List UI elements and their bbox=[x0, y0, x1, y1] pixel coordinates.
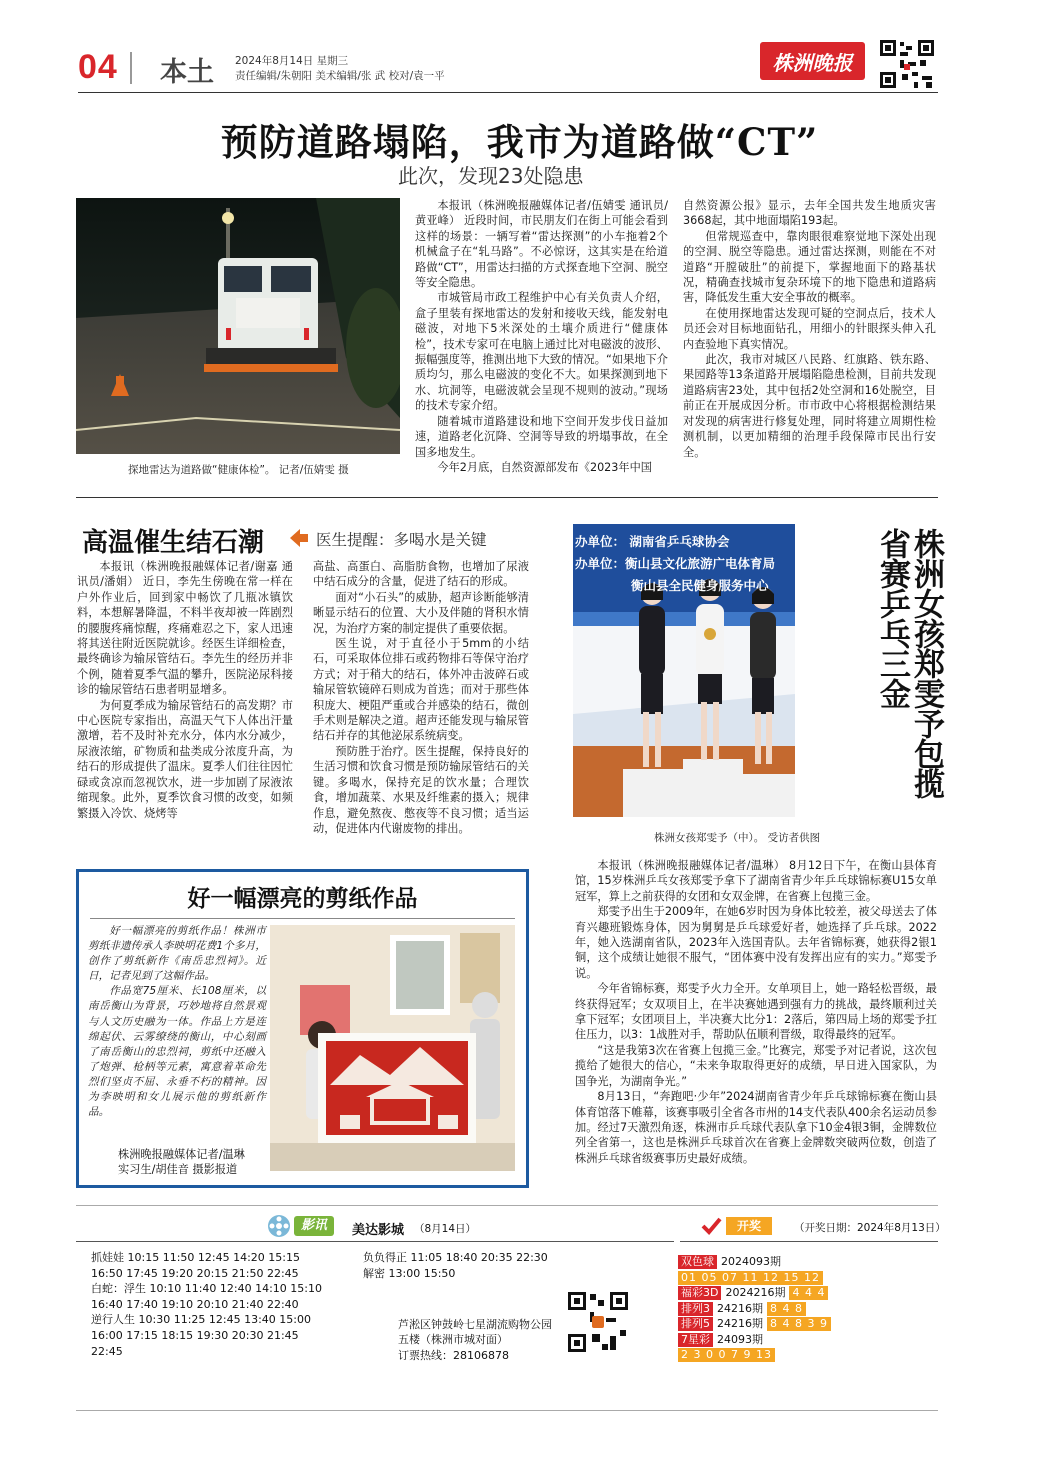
lead-col1-p3: 随着城市道路建设和地下空间开发步伐日益加速，道路老化沉降、空洞等导致的坍塌事故，在全国多地发生。 bbox=[415, 414, 668, 459]
date-line: 2024年8月14日 星期三 bbox=[235, 55, 349, 67]
lead-column-1 bbox=[415, 198, 668, 475]
cinema-left-row: 16:50 17:45 19:20 20:15 21:50 22:45 bbox=[91, 1266, 299, 1280]
lead-headline: 预防道路塌陷，我市为道路做“CT” bbox=[220, 120, 819, 164]
lottery-game-tag: 排列3 bbox=[678, 1302, 713, 1316]
lottery-row bbox=[678, 1347, 878, 1363]
section-name: 本土 bbox=[160, 57, 214, 88]
papercut-credit-1: 株洲晚报融媒体记者/温琳 bbox=[118, 1148, 245, 1161]
cinema-right-listing bbox=[363, 1250, 593, 1281]
papercut-headline: 好一幅漂亮的剪纸作品 bbox=[187, 885, 418, 912]
cinema-date: （8月14日） bbox=[414, 1223, 477, 1235]
pingpong-body bbox=[575, 858, 937, 1166]
page-bottom-rule bbox=[76, 1410, 938, 1411]
lottery-label: 开奖 bbox=[726, 1217, 772, 1235]
lottery-numbers: 4 4 4 bbox=[789, 1286, 828, 1300]
header-rule bbox=[78, 92, 938, 93]
lead-col2-p4: 此次，我市对城区八民路、红旗路、铁东路、果园路等13条道路开展塌陷隐患检测，目前共发现道路病害23处，其中包括2处空洞和16处脱空，目前正在开展成因分析。市市政中心将根据检测结果对发现的病害进行修复处理，同时将建立周期性检测机制，以更加精细的治理手段保障市民出行安全。 bbox=[683, 353, 936, 459]
cinema-left-row: 逆行人生 10:30 11:25 12:45 13:40 15:00 bbox=[91, 1313, 311, 1327]
qr-code-icon bbox=[878, 38, 936, 90]
papercut-credit-2: 实习生/胡佳音 摄影报道 bbox=[118, 1163, 238, 1176]
lead-col1-p2: 市城管局市政工程维护中心有关负责人介绍，盒子里装有探地雷达的发射和接收天线，能发射电磁波，对地下5米深处的土壤介质进行“健康体检”，技术专家可在电脑上通过比对电磁波的波形、振幅强度等，推测出地下大致的情况。“如果地下介质均匀，那么电磁波的变化不大。如果探测到地下水、坑洞等，电磁波就会呈现不规则的波动。”现场的技术专家介绍。 bbox=[415, 291, 668, 413]
cinema-name: 美达影城 bbox=[352, 1223, 405, 1238]
papercut-p2: 作品宽75厘米、长108厘米，以南岳衡山为背景，巧妙地将自然景观与人文历史融为一体。作品上方是连绵起伏、云雾缭绕的衡山，中心刻画了南岳衡山的忠烈祠，剪纸中还融入了炮弹、枪柄等元素，寓意着革命先烈们坚贞不屈、永垂不朽的精神。因为李映明和女儿展示他的剪纸新作品。 bbox=[88, 985, 266, 1119]
cinema-left-row: 22:45 bbox=[91, 1344, 123, 1358]
lottery-issue: 24093期 bbox=[717, 1332, 763, 1346]
stones-col2-p4: 预防胜于治疗。医生提醒，保持良好的生活习惯和饮食习惯是预防输尿管结石的关键。多喝水，保持充足的饮水量；合理饮食，增加蔬菜、水果及纤维素的摄入；规律作息，避免熬夜、憋夜等不良习惯；适当运动，促进体内代谢废物的排出。 bbox=[313, 744, 529, 835]
lottery-issue: 2024093期 bbox=[721, 1255, 781, 1268]
stones-col2-p3: 医生说，对于直径小于5mm的小结石，可采取体位排石或药物排石等保守治疗方式；对于稍大的结石，体外冲击波碎石或输尿管软镜碎石则成为首选；而对于那些体积庞大、梗阻严重或合并感染的结石，微创手术则是解决之道。超声还能发现与输尿管结石并存的其他泌尿系统病变。 bbox=[313, 637, 529, 743]
lottery-check-icon bbox=[700, 1215, 722, 1237]
cinema-left-row: 16:40 17:40 19:10 20:10 21:40 22:40 bbox=[91, 1297, 299, 1311]
cinema-right-row: 负负得正 11:05 18:40 20:35 22:30 bbox=[363, 1251, 548, 1264]
banner-line-3: 衡山县全民健身服务中心 bbox=[631, 578, 769, 593]
pingpong-p5: 8月13日，“奔跑吧·少年”2024湖南省青少年乒乓球锦标赛在衡山县体育馆落下帷幕，该赛事吸引全省各市州的14支代表队400余名运动员参加。经过7天激烈角逐，株洲市乒乓球代表队拿下10金4银3铜，金牌数位列全省第一，这也是株洲乒乓球首次在省赛上金牌数突破两位数，创造了株洲乒乓球省级赛事历史最好成绩。 bbox=[575, 1090, 937, 1165]
lead-col2-p3: 在使用探地雷达发现可疑的空洞点后，技术人员还会对目标地面钻孔，用细小的针眼探头伸入孔内查验地下真实情况。 bbox=[683, 306, 936, 351]
pingpong-p1: 本报讯（株洲晚报融媒体记者/温琳） 8月12日下午，在衡山县体育馆，15岁株洲乒乓女孩郑雯予拿下了湖南省青少年乒乓球锦标赛U15女单冠军，算上之前获得的女团和女双金牌，在省赛上包揽三金。 bbox=[575, 859, 937, 903]
section-rule-1 bbox=[76, 497, 938, 498]
lead-col2-p2: 但常规巡查中，靠肉眼很难察觉地下深处出现的空洞、脱空等隐患。通过雷达探测，则能在不对道路“开膛破肚”的前提下，掌握地面下的路基状况，精确查找城市复杂环境下的地下隐患和道路病害，降低发生重大安全事故的概率。 bbox=[683, 229, 936, 305]
lottery-game-tag: 双色球 bbox=[678, 1255, 717, 1269]
lottery-row bbox=[678, 1332, 878, 1348]
radar-photo-caption: 探地雷达为道路做“健康体检”。 记者/伍婧雯 摄 bbox=[128, 464, 349, 476]
stones-column-2 bbox=[313, 559, 529, 836]
stones-col2-p1: 高盐、高蛋白、高脂肪食物，也增加了尿液中结石成分的含量，促进了结石的形成。 bbox=[313, 560, 529, 589]
lottery-game-tag: 7星彩 bbox=[678, 1333, 713, 1347]
lead-column-2 bbox=[683, 198, 936, 460]
lottery-numbers: 2 3 0 0 7 9 13 bbox=[678, 1348, 775, 1362]
stones-col1-p1: 本报讯（株洲晚报融媒体记者/谢嘉 通讯员/潘娟） 近日，李先生傍晚在常一样在户外作业后，回到家中畅饮了几瓶冰镇饮料，本想解暑降温，不料半夜却被一阵剧烈的腰腹疼痛惊醒，疼痛难忍之下，家人迅速将其送往附近医院就诊。经医生详细检查，最终确诊为输尿管结石。李先生的经历并非个例，随着夏季气温的攀升，医院泌尿科接诊的输尿管结石患者明显增多。 bbox=[77, 560, 293, 697]
lottery-issue: 2024216期 bbox=[725, 1286, 786, 1299]
lead-col1-p1: 本报讯（株洲晚报融媒体记者/伍婧雯 通讯员/黄亚峰） 近段时间，市民朋友们在街上可能会看到这样的场景：一辆写着“雷达探测”的小车拖着2个机械盒子在“轧马路”。不必惊讶，这其实是在给道路做“CT”，用雷达扫描的方式探查地下空洞、脱空等安全隐患。 bbox=[415, 199, 668, 290]
newspaper-logo: 株洲晚报 bbox=[760, 42, 865, 80]
lottery-numbers: 8 4 8 bbox=[767, 1302, 806, 1316]
stones-col2-p2: 面对“小石头”的威胁，超声诊断能够清晰显示结石的位置、大小及伴随的肾积水情况，为治疗方案的制定提供了重要依据。 bbox=[313, 590, 529, 635]
pingpong-headline: 株洲女孩郑雯予包揽省赛乒乓三金 bbox=[874, 528, 944, 798]
cinema-address-1: 芦淞区钟鼓岭七星湖流购物公园 bbox=[398, 1318, 552, 1331]
lottery-numbers: 8 4 8 3 9 bbox=[767, 1317, 831, 1331]
cinema-phone: 订票热线：28106878 bbox=[398, 1349, 509, 1362]
cinema-rule bbox=[76, 1241, 674, 1242]
cinema-right-row: 解密 13:00 15:50 bbox=[363, 1266, 456, 1280]
podium-photo-caption: 株洲女孩郑雯予（中）。 受访者供图 bbox=[654, 832, 821, 844]
lead-col2-p1: 自然资源公报》显示，去年全国共发生地质灾害3668起，其中地面塌陷193起。 bbox=[683, 199, 936, 228]
lottery-issue: 24216期 bbox=[717, 1301, 763, 1315]
lottery-date: （开奖日期：2024年8月13日） bbox=[794, 1222, 946, 1234]
papercut-body bbox=[88, 924, 266, 1120]
pingpong-p2: 郑雯予出生于2009年，在她6岁时因为身体比较差，被父母送去了体育兴趣班锻炼身体，因为舅舅是乒乓球爱好者，她选择了乒乓球。2022年，她入选湖南省队，2023年入选国青队。去年省锦标赛，她获得2银1铜，这个成绩让她很不服气，“团体赛中没有发挥出应有的实力。”郑雯予说。 bbox=[575, 905, 937, 980]
lottery-row bbox=[678, 1270, 878, 1286]
lottery-row bbox=[678, 1285, 878, 1301]
lottery-row bbox=[678, 1301, 878, 1317]
pingpong-p3: 今年省锦标赛，郑雯予火力全开。女单项目上，她一路轻松晋级，最终获得冠军；女双项目上，在半决赛她遇到强有力的挑战，最终顺利过关拿下冠军；女团项目上，半决赛大比分1：2落后，第四局上场的郑雯予扛住压力，以3：1战胜对手，帮助队伍顺利晋级，取得最终的冠军。 bbox=[575, 982, 937, 1042]
banner-line-1: 办单位： 湖南省乒乓球协会 bbox=[575, 534, 730, 549]
cinema-left-listing bbox=[91, 1250, 357, 1359]
lottery-game-tag: 排列5 bbox=[678, 1317, 713, 1331]
lead-subheadline: 此次，发现23处隐患 bbox=[398, 164, 584, 188]
lottery-rule bbox=[680, 1241, 938, 1242]
header-divider bbox=[130, 52, 132, 84]
arrow-icon bbox=[288, 527, 310, 549]
stones-col1-p2: 为何夏季成为输尿管结石的高发期？市中心医院专家指出，高温天气下人体出汗量激增，若不及时补充水分，体内水分减少，尿液浓缩，矿物质和盐类成分浓度升高，为结石的形成提供了温床。夏季人们往往因忙碌或贪凉而忽视饮水，进一步加剧了尿液浓缩现象。此外，夏季饮食习惯的改变，如频繁摄入冷饮、烧烤等 bbox=[77, 698, 293, 820]
stones-subheadline: 医生提醒：多喝水是关键 bbox=[316, 531, 487, 549]
lottery-game-tag: 福彩3D bbox=[678, 1286, 721, 1300]
papercut-photo bbox=[270, 925, 515, 1171]
papercut-p1: 好一幅漂亮的剪纸作品！株洲市剪纸非遗传承人李映明花费1个多月，创作了剪纸新作《南岳忠烈祠》。近日，记者见到了这幅作品。 bbox=[88, 925, 266, 983]
cinema-left-row: 白蛇：浮生 10:10 11:40 12:40 14:10 15:10 bbox=[91, 1282, 322, 1296]
stones-column-1 bbox=[77, 559, 293, 821]
stones-headline: 高温催生结石潮 bbox=[82, 528, 265, 558]
cinema-left-row: 16:00 17:15 18:15 19:30 20:30 21:45 bbox=[91, 1328, 299, 1342]
banner-line-2: 办单位：衡山县文化旅游广电体育局 bbox=[575, 556, 776, 571]
editors-line: 责任编辑/朱朝阳 美术编辑/张 武 校对/袁一平 bbox=[235, 70, 445, 82]
cinema-qr-icon bbox=[566, 1290, 630, 1354]
lead-col1-p4: 今年2月底，自然资源部发布《2023年中国 bbox=[437, 460, 652, 474]
radar-truck-photo bbox=[76, 198, 400, 454]
section-rule-bottom bbox=[76, 1205, 938, 1206]
cinema-badge: 影讯 bbox=[294, 1216, 334, 1236]
podium-photo bbox=[573, 524, 795, 817]
pingpong-p4: “这是我第3次在省赛上包揽三金。”比赛完，郑雯予对记者说，这次包揽给了她很大的信心，“未来争取取得更好的成绩，早日进入国家队，为国争光，为湖南争光。” bbox=[575, 1043, 937, 1088]
lottery-row bbox=[678, 1254, 878, 1270]
papercut-title-rule bbox=[90, 918, 515, 919]
cinema-address-2: 五楼（株洲市城对面） bbox=[398, 1333, 508, 1346]
lottery-issue: 24216期 bbox=[717, 1317, 763, 1330]
page-number: 04 bbox=[78, 48, 118, 86]
cinema-left-row: 抓娃娃 10:15 11:50 12:45 14:20 15:15 bbox=[91, 1251, 300, 1264]
lottery-table bbox=[678, 1254, 878, 1363]
film-reel-icon bbox=[266, 1213, 292, 1239]
lottery-row bbox=[678, 1316, 878, 1332]
lottery-numbers: 01 05 07 11 12 15 12 bbox=[678, 1271, 823, 1285]
